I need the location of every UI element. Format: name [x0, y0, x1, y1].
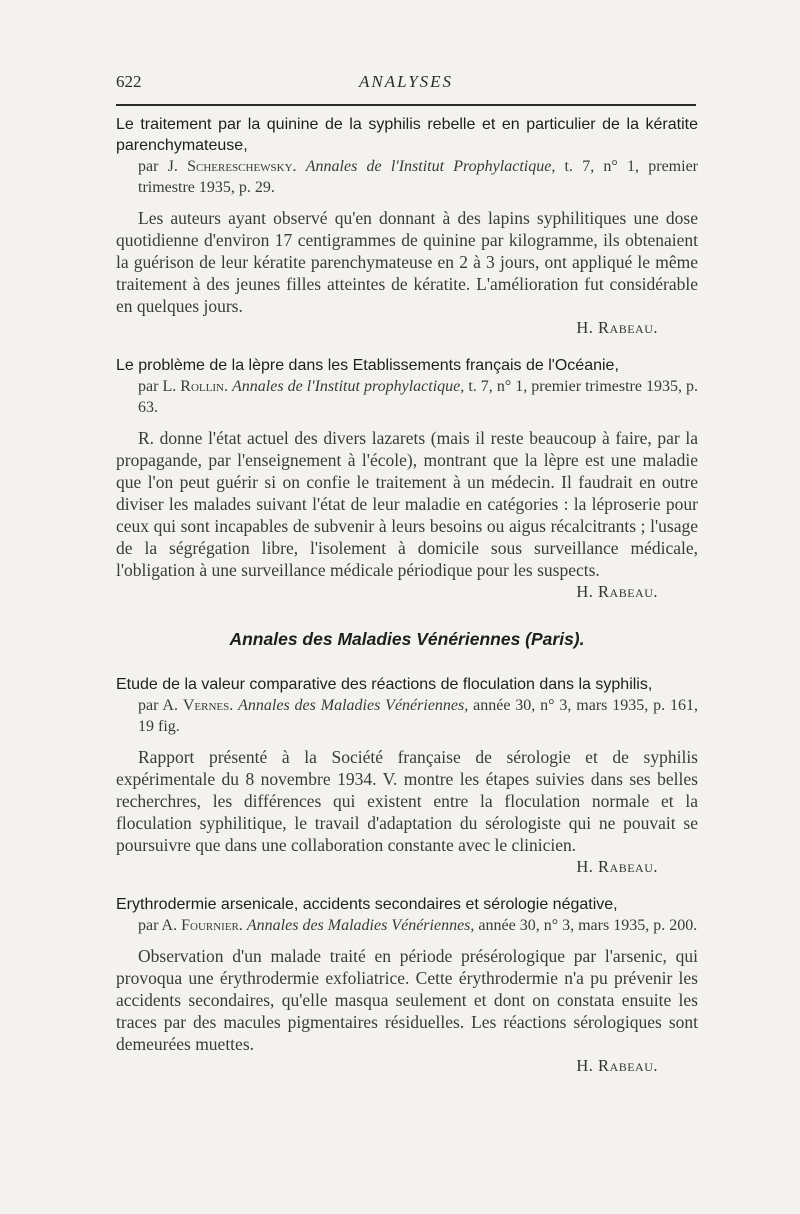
- entry-citation: t. 7, n° 1, premier trimestre 1935, p. 63.: [138, 378, 699, 416]
- entry-title: Erythrodermie arsenicale, accidents secondaires et sérologie négative,: [116, 896, 618, 913]
- entry-signature: H. Rabeau.: [576, 857, 658, 876]
- entry-journal: Annales de l'Institut prophylactique,: [232, 378, 465, 395]
- entry-reference: par A. Vernes. Annales des Maladies Vénériennes, année 30, n° 3, mars 1935, p. 161, 19 fig.: [138, 697, 699, 735]
- entry-author: Schereschewsky.: [187, 158, 297, 175]
- entry-journal: Annales des Maladies Vénériennes,: [238, 697, 469, 714]
- entry-signature: H. Rabeau.: [576, 318, 658, 337]
- entry-citation: t. 7, n° 1, premier trimestre 1935, p. 29.: [138, 158, 699, 196]
- header-rule: [116, 104, 696, 106]
- section-heading: Annales des Maladies Vénériennes (Paris).: [229, 629, 585, 649]
- entry-author: Fournier.: [181, 917, 243, 934]
- entry-body: Les auteurs ayant observé qu'en donnant à des lapins syphilitiques une dose quotidienne d'environ 17 centigrammes de quinine par kilogramme, ils obtenaient la guérison de leur kératite parenchymateuse en 2 à 3 jours, ont appliqué le même traitement à des jeunes filles atteintes de kératite. L'amélioration fut considérable en quelques jours.: [116, 208, 698, 316]
- entry-body: Observation d'un malade traité en période présérologique par l'arsenic, qui provoqua une érythrodermie exfoliatrice. Cette érythrodermie n'a pu prévenir les accidents secondaires, qu'elle masqua seulement et dont on constata ensuite les traces par des macules pigmentaires résiduelles. Les réactions sérologiques sont demeurées muettes.: [116, 946, 698, 1054]
- running-head: ANALYSES: [358, 72, 454, 91]
- entry-citation: année 30, n° 3, mars 1935, p. 161, 19 fig.: [138, 697, 699, 735]
- abstract-entry: [116, 114, 698, 339]
- abstract-entry: [116, 674, 698, 878]
- entry-author: Rollin.: [180, 378, 228, 395]
- entry-citation: année 30, n° 3, mars 1935, p. 200.: [478, 917, 698, 934]
- page-content: [116, 114, 698, 1077]
- entry-title: Le traitement par la quinine de la syphilis rebelle et en particulier de la kératite parenchymateuse,: [116, 116, 698, 154]
- entry-journal: Annales des Maladies Vénériennes,: [246, 917, 475, 934]
- page-header: [116, 72, 696, 100]
- entry-signature: H. Rabeau.: [576, 1056, 658, 1075]
- entry-title: Etude de la valeur comparative des réactions de floculation dans la syphilis,: [116, 676, 653, 693]
- entry-body: Rapport présenté à la Société française de sérologie et de syphilis expérimentale du 8 novembre 1934. V. montre les étapes suivies dans ses belles recherchres, les différences qui existent entre la floculation normale et la floculation syphilitique, le travail d'adaptation du sérologiste qui ne pouvait se poursuivre que dans une collaboration constante avec le clinicien.: [116, 747, 698, 855]
- entry-title: Le problème de la lèpre dans les Etablissements français de l'Océanie,: [116, 357, 619, 374]
- page-number: 622: [116, 72, 142, 91]
- entry-reference: par A. Fournier. Annales des Maladies Vénériennes, année 30, n° 3, mars 1935, p. 200.: [138, 917, 698, 934]
- entry-journal: Annales de l'Institut Prophylactique,: [305, 158, 556, 175]
- entry-author: Vernes.: [182, 697, 234, 714]
- entry-reference: par L. Rollin. Annales de l'Institut prophylactique, t. 7, n° 1, premier trimestre 1935, p. 63.: [138, 378, 699, 416]
- entry-signature: H. Rabeau.: [576, 582, 658, 601]
- entry-reference: par J. Schereschewsky. Annales de l'Institut Prophylactique, t. 7, n° 1, premier trimestre 1935, p. 29.: [138, 158, 699, 196]
- abstract-entry: [116, 355, 698, 603]
- abstract-entry: [116, 894, 698, 1077]
- entry-body: R. donne l'état actuel des divers lazarets (mais il reste beaucoup à faire, par la propagande, par l'enseignement à l'école), montrant que la lèpre est une maladie que l'on peut guérir si on confie le traitement à un médecin. Il faudrait en outre diviser les malades suivant l'état de leur maladie en catégories : la léproserie pour ceux qui sont incapables de subvenir à leurs besoins ou aigus récalcitrants ; l'usage de la ségrégation libre, l'isolement à domicile sous surveillance médicale, l'obligation à une surveillance médicale périodique pour les suspects.: [116, 428, 698, 580]
